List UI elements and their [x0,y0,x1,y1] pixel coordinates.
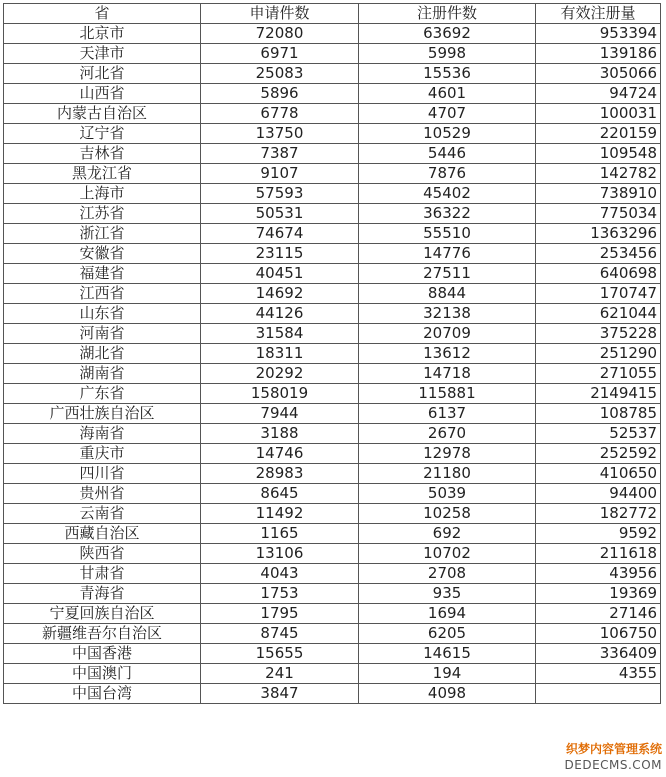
cell-province: 青海省 [4,584,201,604]
cell-applications: 23115 [201,244,359,264]
table-row [4,84,661,104]
registration-table [3,3,661,704]
cell-registrations: 12978 [359,444,536,464]
cell-registrations: 55510 [359,224,536,244]
cell-valid-registrations: 52537 [536,424,661,444]
cell-applications: 14746 [201,444,359,464]
cell-province: 辽宁省 [4,124,201,144]
cell-registrations: 14776 [359,244,536,264]
cell-province: 新疆维吾尔自治区 [4,624,201,644]
cell-province: 中国台湾 [4,684,201,704]
cell-province: 湖北省 [4,344,201,364]
cell-registrations: 1694 [359,604,536,624]
cell-registrations: 20709 [359,324,536,344]
cell-valid-registrations: 108785 [536,404,661,424]
header-province: 省 [4,4,201,24]
table-row [4,664,661,684]
cell-registrations: 14615 [359,644,536,664]
cell-registrations: 6137 [359,404,536,424]
cell-valid-registrations: 182772 [536,504,661,524]
cell-applications: 74674 [201,224,359,244]
cell-valid-registrations: 738910 [536,184,661,204]
cell-registrations: 4707 [359,104,536,124]
cell-registrations: 15536 [359,64,536,84]
cell-province: 广西壮族自治区 [4,404,201,424]
cell-province: 湖南省 [4,364,201,384]
cell-valid-registrations: 109548 [536,144,661,164]
cell-applications: 31584 [201,324,359,344]
cell-registrations: 27511 [359,264,536,284]
cell-province: 上海市 [4,184,201,204]
cell-applications: 6778 [201,104,359,124]
table-row [4,464,661,484]
cell-applications: 50531 [201,204,359,224]
cell-applications: 8645 [201,484,359,504]
cell-registrations: 5998 [359,44,536,64]
table-row [4,104,661,124]
cell-valid-registrations: 220159 [536,124,661,144]
header-valid-registrations: 有效注册量 [536,4,661,24]
cell-registrations: 692 [359,524,536,544]
table-row [4,584,661,604]
cell-valid-registrations: 775034 [536,204,661,224]
cell-province: 江西省 [4,284,201,304]
cell-province: 西藏自治区 [4,524,201,544]
cell-applications: 15655 [201,644,359,664]
table-row [4,144,661,164]
cell-applications: 18311 [201,344,359,364]
cell-applications: 13750 [201,124,359,144]
cell-registrations: 5039 [359,484,536,504]
cell-registrations: 21180 [359,464,536,484]
table-row [4,564,661,584]
cell-valid-registrations: 43956 [536,564,661,584]
cell-valid-registrations: 170747 [536,284,661,304]
cell-registrations: 7876 [359,164,536,184]
cell-registrations: 10258 [359,504,536,524]
cell-valid-registrations: 640698 [536,264,661,284]
cell-applications: 20292 [201,364,359,384]
cell-province: 黑龙江省 [4,164,201,184]
cell-valid-registrations: 19369 [536,584,661,604]
table-row [4,644,661,664]
table-row [4,544,661,564]
cell-applications: 5896 [201,84,359,104]
cell-registrations: 4601 [359,84,536,104]
cell-valid-registrations: 100031 [536,104,661,124]
cell-valid-registrations: 106750 [536,624,661,644]
table-row [4,364,661,384]
cell-applications: 3847 [201,684,359,704]
cell-valid-registrations: 253456 [536,244,661,264]
table-row [4,484,661,504]
table-body [4,24,661,704]
cell-registrations: 115881 [359,384,536,404]
table-row [4,224,661,244]
cell-valid-registrations: 2149415 [536,384,661,404]
cell-registrations: 36322 [359,204,536,224]
cell-registrations: 194 [359,664,536,684]
table-row [4,444,661,464]
table-row [4,264,661,284]
cell-valid-registrations: 27146 [536,604,661,624]
header-row [4,4,661,24]
cell-province: 广东省 [4,384,201,404]
cell-registrations: 5446 [359,144,536,164]
cell-applications: 72080 [201,24,359,44]
cell-applications: 7944 [201,404,359,424]
cell-applications: 1795 [201,604,359,624]
cell-registrations: 4098 [359,684,536,704]
cell-province: 北京市 [4,24,201,44]
table-row [4,384,661,404]
cell-applications: 28983 [201,464,359,484]
cell-applications: 44126 [201,304,359,324]
table-row [4,344,661,364]
cell-valid-registrations: 410650 [536,464,661,484]
cell-registrations: 10529 [359,124,536,144]
cell-applications: 7387 [201,144,359,164]
cell-applications: 57593 [201,184,359,204]
cell-valid-registrations: 375228 [536,324,661,344]
cell-province: 中国澳门 [4,664,201,684]
cell-province: 云南省 [4,504,201,524]
watermark-line1: 织梦内容管理系统 [565,742,662,756]
cell-applications: 13106 [201,544,359,564]
cell-registrations: 2670 [359,424,536,444]
cell-registrations: 45402 [359,184,536,204]
table-row [4,504,661,524]
cell-registrations: 13612 [359,344,536,364]
cell-province: 山西省 [4,84,201,104]
table-row [4,624,661,644]
cell-registrations: 2708 [359,564,536,584]
cell-province: 内蒙古自治区 [4,104,201,124]
table-row [4,424,661,444]
cell-applications: 241 [201,664,359,684]
cell-province: 宁夏回族自治区 [4,604,201,624]
cell-province: 吉林省 [4,144,201,164]
cell-applications: 9107 [201,164,359,184]
table-row [4,164,661,184]
table-row [4,244,661,264]
cell-applications: 40451 [201,264,359,284]
table-row [4,524,661,544]
cell-province: 天津市 [4,44,201,64]
cell-valid-registrations: 94724 [536,84,661,104]
cell-province: 中国香港 [4,644,201,664]
cell-province: 贵州省 [4,484,201,504]
cell-valid-registrations: 139186 [536,44,661,64]
cell-registrations: 6205 [359,624,536,644]
table-row [4,124,661,144]
cell-province: 四川省 [4,464,201,484]
table-row [4,284,661,304]
table-row [4,684,661,704]
header-registrations: 注册件数 [359,4,536,24]
cell-province: 福建省 [4,264,201,284]
cell-valid-registrations: 251290 [536,344,661,364]
cell-valid-registrations: 305066 [536,64,661,84]
table-row [4,604,661,624]
cell-valid-registrations: 621044 [536,304,661,324]
cell-province: 河北省 [4,64,201,84]
table-row [4,44,661,64]
table-row [4,64,661,84]
cell-valid-registrations: 953394 [536,24,661,44]
table-row [4,324,661,344]
watermark [552,741,662,775]
cell-applications: 8745 [201,624,359,644]
cell-applications: 25083 [201,64,359,84]
cell-province: 江苏省 [4,204,201,224]
cell-applications: 4043 [201,564,359,584]
cell-applications: 14692 [201,284,359,304]
table-row [4,404,661,424]
cell-province: 甘肃省 [4,564,201,584]
table-row [4,184,661,204]
cell-valid-registrations: 336409 [536,644,661,664]
cell-province: 山东省 [4,304,201,324]
cell-valid-registrations: 271055 [536,364,661,384]
cell-applications: 1753 [201,584,359,604]
table-row [4,304,661,324]
cell-valid-registrations: 9592 [536,524,661,544]
cell-province: 海南省 [4,424,201,444]
cell-valid-registrations: 211618 [536,544,661,564]
cell-province: 陕西省 [4,544,201,564]
cell-applications: 6971 [201,44,359,64]
table-row [4,24,661,44]
cell-valid-registrations: 94400 [536,484,661,504]
cell-valid-registrations: 1363296 [536,224,661,244]
cell-province: 重庆市 [4,444,201,464]
table-row [4,204,661,224]
cell-registrations: 14718 [359,364,536,384]
cell-province: 河南省 [4,324,201,344]
cell-valid-registrations: 4355 [536,664,661,684]
cell-registrations: 32138 [359,304,536,324]
cell-registrations: 8844 [359,284,536,304]
cell-registrations: 10702 [359,544,536,564]
cell-valid-registrations: 252592 [536,444,661,464]
cell-province: 安徽省 [4,244,201,264]
cell-applications: 1165 [201,524,359,544]
cell-province: 浙江省 [4,224,201,244]
cell-registrations: 935 [359,584,536,604]
cell-applications: 158019 [201,384,359,404]
cell-valid-registrations: 142782 [536,164,661,184]
header-applications: 申请件数 [201,4,359,24]
cell-valid-registrations [536,684,661,704]
cell-registrations: 63692 [359,24,536,44]
cell-applications: 11492 [201,504,359,524]
watermark-line2: DEDECMS.COM [564,758,662,772]
cell-applications: 3188 [201,424,359,444]
